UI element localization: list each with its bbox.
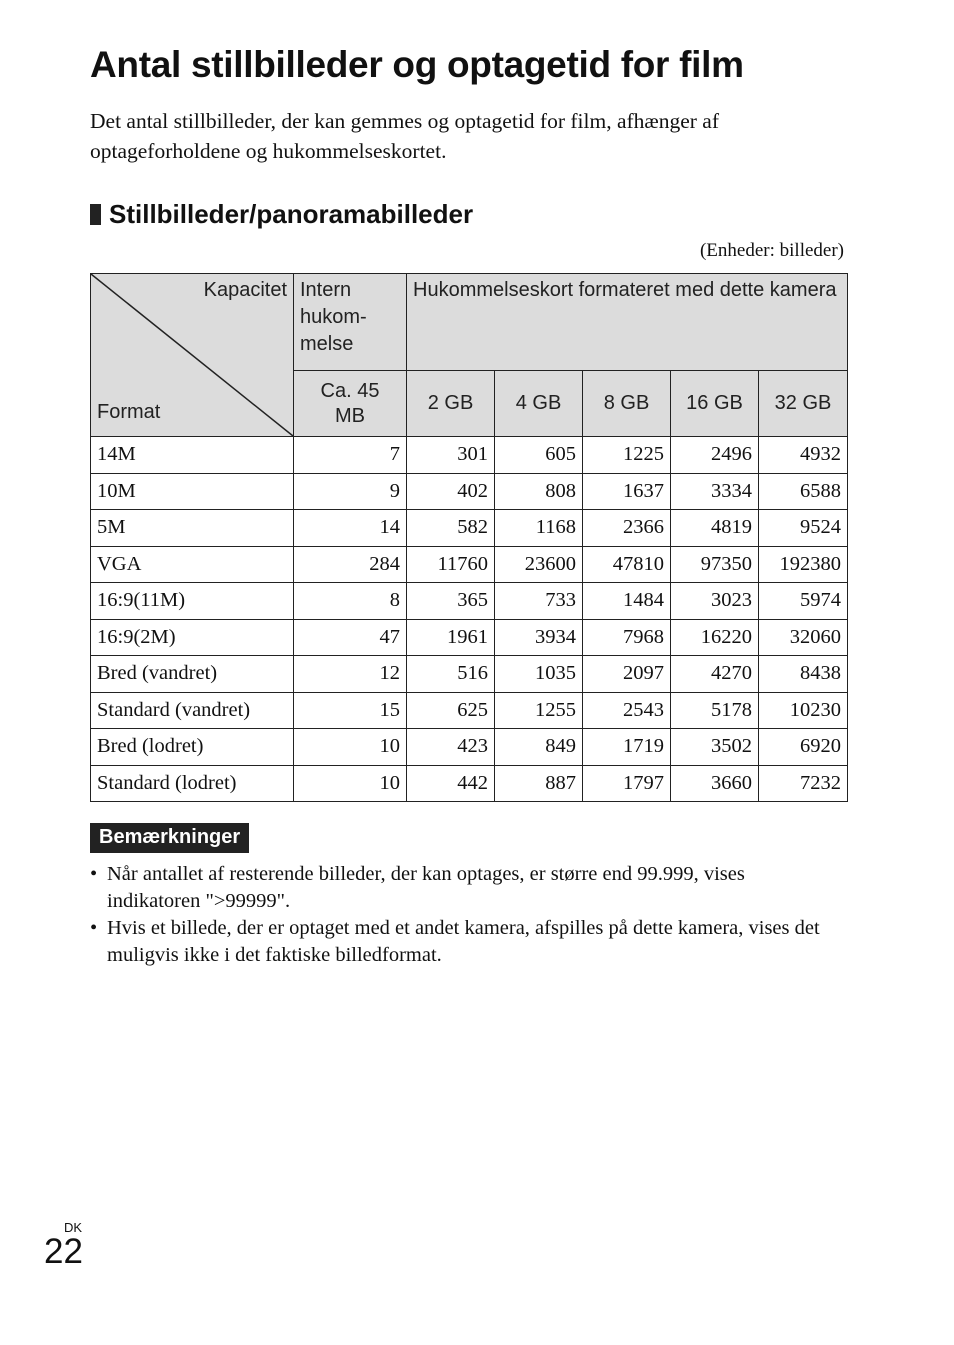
table-row xyxy=(91,729,848,766)
memory-card-header: Hukommelseskort formateret med dette kamera xyxy=(407,274,848,371)
format-cell: 16:9(2M) xyxy=(91,619,294,656)
note-item: • Når antallet af resterende billeder, der kan optages, er større end 99.999, vises indikatoren ">99999". xyxy=(90,861,830,915)
page-language: DK xyxy=(64,1220,83,1235)
corner-format-label: Format xyxy=(97,401,161,423)
value-cell: 7 xyxy=(294,437,407,474)
value-cell: 192380 xyxy=(759,546,848,583)
capacity-table xyxy=(90,273,848,802)
value-cell: 849 xyxy=(495,729,583,766)
value-cell: 887 xyxy=(495,765,583,802)
value-cell: 7232 xyxy=(759,765,848,802)
value-cell: 442 xyxy=(407,765,495,802)
format-cell: Standard (lodret) xyxy=(91,765,294,802)
value-cell: 808 xyxy=(495,473,583,510)
section-marker-icon xyxy=(90,204,101,225)
value-cell: 8438 xyxy=(759,656,848,693)
note-item: • Hvis et billede, der er optaget med et andet kamera, afspilles på dette kamera, vises det muligvis ikke i det faktiske billedformat. xyxy=(90,915,830,969)
value-cell: 6920 xyxy=(759,729,848,766)
value-cell: 365 xyxy=(407,583,495,620)
value-cell: 1961 xyxy=(407,619,495,656)
value-cell: 10 xyxy=(294,729,407,766)
page-title: Antal stillbilleder og optagetid for film xyxy=(90,44,744,85)
value-cell: 1637 xyxy=(583,473,671,510)
value-cell: 14 xyxy=(294,510,407,547)
units-note: (Enheder: billeder) xyxy=(699,240,844,261)
value-cell: 3334 xyxy=(671,473,759,510)
format-cell: 5M xyxy=(91,510,294,547)
value-cell: 284 xyxy=(294,546,407,583)
table-row xyxy=(91,583,848,620)
value-cell: 5974 xyxy=(759,583,848,620)
table-row xyxy=(91,619,848,656)
table-body xyxy=(91,437,848,802)
internal-capacity-header: Ca. 45 MB xyxy=(294,371,407,437)
value-cell: 4932 xyxy=(759,437,848,474)
internal-memory-header: Intern hukom- melse xyxy=(294,274,407,371)
table-row xyxy=(91,473,848,510)
value-cell: 10230 xyxy=(759,692,848,729)
value-cell: 32060 xyxy=(759,619,848,656)
capacity-header: 16 GB xyxy=(671,371,759,437)
format-cell: Bred (lodret) xyxy=(91,729,294,766)
capacity-header: 4 GB xyxy=(495,371,583,437)
value-cell: 1255 xyxy=(495,692,583,729)
value-cell: 4819 xyxy=(671,510,759,547)
value-cell: 97350 xyxy=(671,546,759,583)
value-cell: 12 xyxy=(294,656,407,693)
value-cell: 6588 xyxy=(759,473,848,510)
value-cell: 4270 xyxy=(671,656,759,693)
value-cell: 47810 xyxy=(583,546,671,583)
value-cell: 605 xyxy=(495,437,583,474)
value-cell: 9 xyxy=(294,473,407,510)
value-cell: 10 xyxy=(294,765,407,802)
value-cell: 23600 xyxy=(495,546,583,583)
value-cell: 7968 xyxy=(583,619,671,656)
table-row xyxy=(91,765,848,802)
value-cell: 402 xyxy=(407,473,495,510)
value-cell: 516 xyxy=(407,656,495,693)
section-heading xyxy=(90,199,473,230)
format-cell: Bred (vandret) xyxy=(91,656,294,693)
value-cell: 301 xyxy=(407,437,495,474)
format-cell: 10M xyxy=(91,473,294,510)
value-cell: 2097 xyxy=(583,656,671,693)
table-row xyxy=(91,656,848,693)
format-cell: 14M xyxy=(91,437,294,474)
value-cell: 1797 xyxy=(583,765,671,802)
value-cell: 1225 xyxy=(583,437,671,474)
value-cell: 625 xyxy=(407,692,495,729)
value-cell: 3934 xyxy=(495,619,583,656)
value-cell: 1035 xyxy=(495,656,583,693)
corner-header xyxy=(91,274,294,437)
value-cell: 9524 xyxy=(759,510,848,547)
capacity-header: 32 GB xyxy=(759,371,848,437)
intro-paragraph: Det antal stillbilleder, der kan gemmes og optagetid for film, afhænger af optageforholdene og hukommelseskortet. xyxy=(90,109,720,163)
value-cell: 5178 xyxy=(671,692,759,729)
value-cell: 2496 xyxy=(671,437,759,474)
section-heading-text: Stillbilleder/panoramabilleder xyxy=(109,199,474,229)
value-cell: 1484 xyxy=(583,583,671,620)
value-cell: 1168 xyxy=(495,510,583,547)
table-row xyxy=(91,437,848,474)
format-cell: 16:9(11M) xyxy=(91,583,294,620)
value-cell: 2366 xyxy=(583,510,671,547)
value-cell: 1719 xyxy=(583,729,671,766)
table-row xyxy=(91,510,848,547)
value-cell: 582 xyxy=(407,510,495,547)
value-cell: 16220 xyxy=(671,619,759,656)
value-cell: 3660 xyxy=(671,765,759,802)
value-cell: 2543 xyxy=(583,692,671,729)
capacity-header: 8 GB xyxy=(583,371,671,437)
value-cell: 423 xyxy=(407,729,495,766)
value-cell: 15 xyxy=(294,692,407,729)
format-cell: VGA xyxy=(91,546,294,583)
notes-list xyxy=(90,861,830,969)
page-number: 22 xyxy=(44,1232,83,1271)
table-row xyxy=(91,546,848,583)
table-row xyxy=(91,692,848,729)
value-cell: 3023 xyxy=(671,583,759,620)
value-cell: 11760 xyxy=(407,546,495,583)
value-cell: 8 xyxy=(294,583,407,620)
corner-capacity-label: Kapacitet xyxy=(203,279,287,301)
value-cell: 47 xyxy=(294,619,407,656)
format-cell: Standard (vandret) xyxy=(91,692,294,729)
value-cell: 3502 xyxy=(671,729,759,766)
capacity-header: 2 GB xyxy=(407,371,495,437)
value-cell: 733 xyxy=(495,583,583,620)
notes-label: Bemærkninger xyxy=(90,823,249,853)
